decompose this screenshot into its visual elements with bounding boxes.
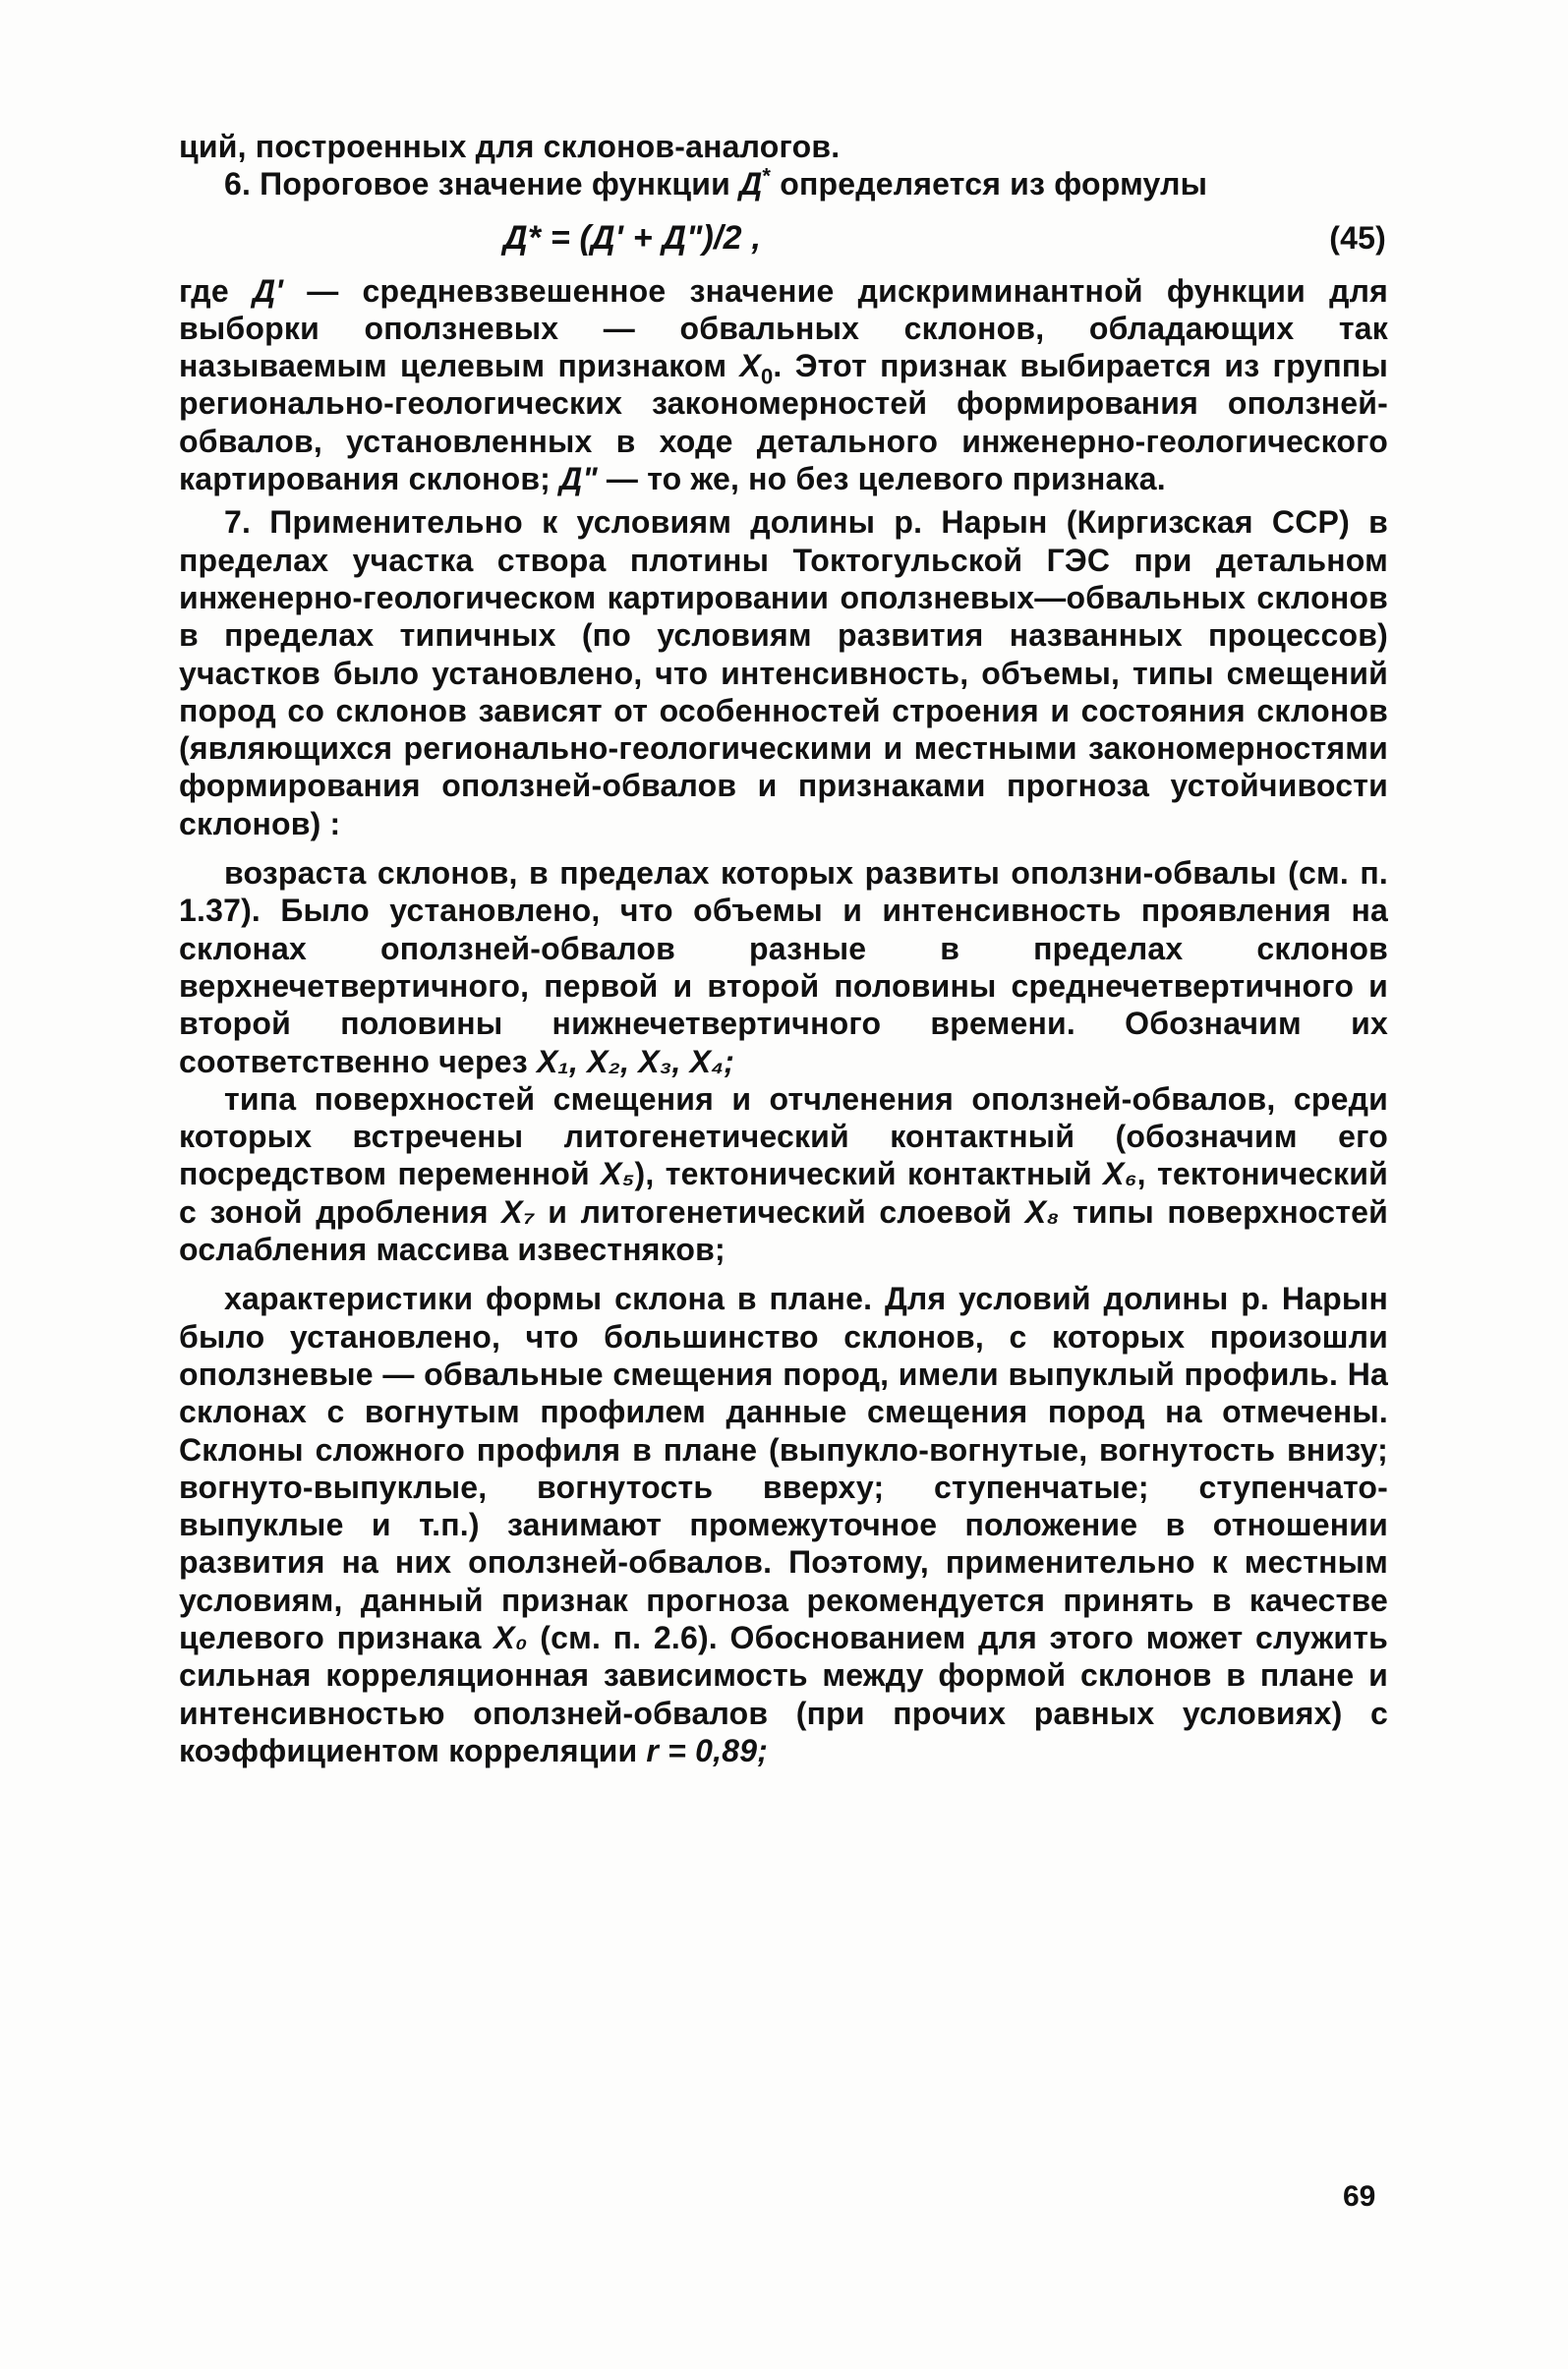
formula-explanation	[179, 272, 1388, 498]
paragraph-text: характеристики формы склона в плане. Для условий долины р. Нарын было установлено, что большинство склонов, с которых произошли оползневые — обвальные смещения пород, имели выпуклый профиль. На склонах с вогнутым профилем данные смещения пород на отмечены. Склоны сложного профиля в плане (выпукло-вогнутые, вогнутость внизу; вогнуто-выпуклые, вогнутость вверху; ступенчатые; ступенчато-выпуклые и т.п.) занимают промежуточное положение в отношении развития на них оползней-обвалов. Поэтому, применительно к местным условиям, данный признак прогноза рекомендуется принять в качестве целевого признака	[179, 1281, 1388, 1655]
paragraph-text: . Этот признак выбирается из группы регионально-геологических закономерностей формирования оползней-обвалов, установленных в ходе детального инженерно-геологического картирования склонов;	[179, 348, 1388, 497]
math-symbol: X₀	[494, 1619, 528, 1655]
paragraph-text: 7. Применительно к условиям долины р. Нарын (Киргизская ССР) в пределах участка створа плотины Токтогульской ГЭС при детальном инженерно-геологическом картировании оползневых—обвальных склонов в пределах типичных (по условиям развития названных процессов) участков было установлено, что интенсивность, объемы, типы смещений пород со склонов зависят от особенностей строения и состояния склонов (являющихся регионально-геологическими и местными закономерностями формирования оползней-обвалов и признаками прогноза устойчивости склонов) :	[179, 504, 1388, 841]
math-superscript: *	[762, 163, 772, 189]
math-symbol: X₆	[1103, 1156, 1137, 1192]
formula-number: (45)	[1329, 219, 1386, 256]
item-slope-age	[179, 854, 1388, 1080]
page-number: 69	[1343, 2180, 1376, 2213]
paragraph-text: — то же, но без целевого признака.	[597, 461, 1166, 497]
paragraph-text: типы поверхностей ослабления массива известняков;	[179, 1193, 1388, 1268]
formula-expression: Д* = (Д' + Д")/2 ,	[503, 218, 762, 257]
body-text	[179, 128, 1388, 1769]
math-symbol: X₈	[1024, 1193, 1060, 1230]
paragraph-text: возраста склонов, в пределах которых развиты оползни-обвалы (см. п. 1.37). Было установлено, что объемы и интенсивность проявления на склонах оползней-обвалов разные в пределах склонов верхнечетвертичного, первой и второй половины среднечетвертичного и второй половины нижнечетвертичного времени. Обозначим их соответственно через	[179, 855, 1388, 1079]
paragraph-text: ), тектонический контактный	[634, 1156, 1104, 1192]
paragraph-7	[179, 503, 1388, 842]
math-symbol: Д'	[252, 272, 284, 309]
paragraph-text: — средневзвешенное значение дискриминантной функции для выборки оползневых — обвальных склонов, обладающих так называемым целевым признаком	[179, 272, 1388, 384]
paragraph-text: и литогенетический слоевой	[534, 1193, 1025, 1230]
paragraph-text: определяется из формулы	[771, 166, 1208, 202]
math-symbol: X	[739, 348, 761, 384]
math-symbol: X₇	[501, 1193, 535, 1230]
math-variables: X₁, X₂, X₃, X₄;	[536, 1043, 735, 1079]
paragraph-text: типа поверхностей смещения и отчленения оползней-обвалов, среди которых встречены литогенетический контактный (обозначим его посредством переменной	[179, 1080, 1388, 1192]
math-symbol: Д"	[559, 461, 598, 497]
paragraph-6	[179, 165, 1388, 202]
continuation-line	[179, 128, 1388, 165]
item-surface-type	[179, 1080, 1388, 1268]
paragraph-text: , тектонический с зоной дробления	[179, 1156, 1388, 1230]
formula-45	[179, 211, 1388, 268]
math-symbol: X₅	[601, 1156, 635, 1192]
item-slope-form	[179, 1280, 1388, 1769]
paragraph-text: (см. п. 2.6). Обоснованием для этого может служить сильная корреляционная зависимость между формой склонов в плане и интенсивностью оползней-обвалов (при прочих равных условиях) с коэффициентом корреляции	[179, 1619, 1388, 1768]
math-subscript: 0	[760, 364, 774, 389]
paragraph-text: ций, построенных для склонов-аналогов.	[179, 129, 841, 164]
paragraph-text: где	[179, 272, 253, 309]
math-symbol: Д	[739, 166, 763, 202]
math-expression: r = 0,89;	[646, 1732, 769, 1768]
paragraph-text: 6. Пороговое значение функции	[224, 166, 740, 202]
